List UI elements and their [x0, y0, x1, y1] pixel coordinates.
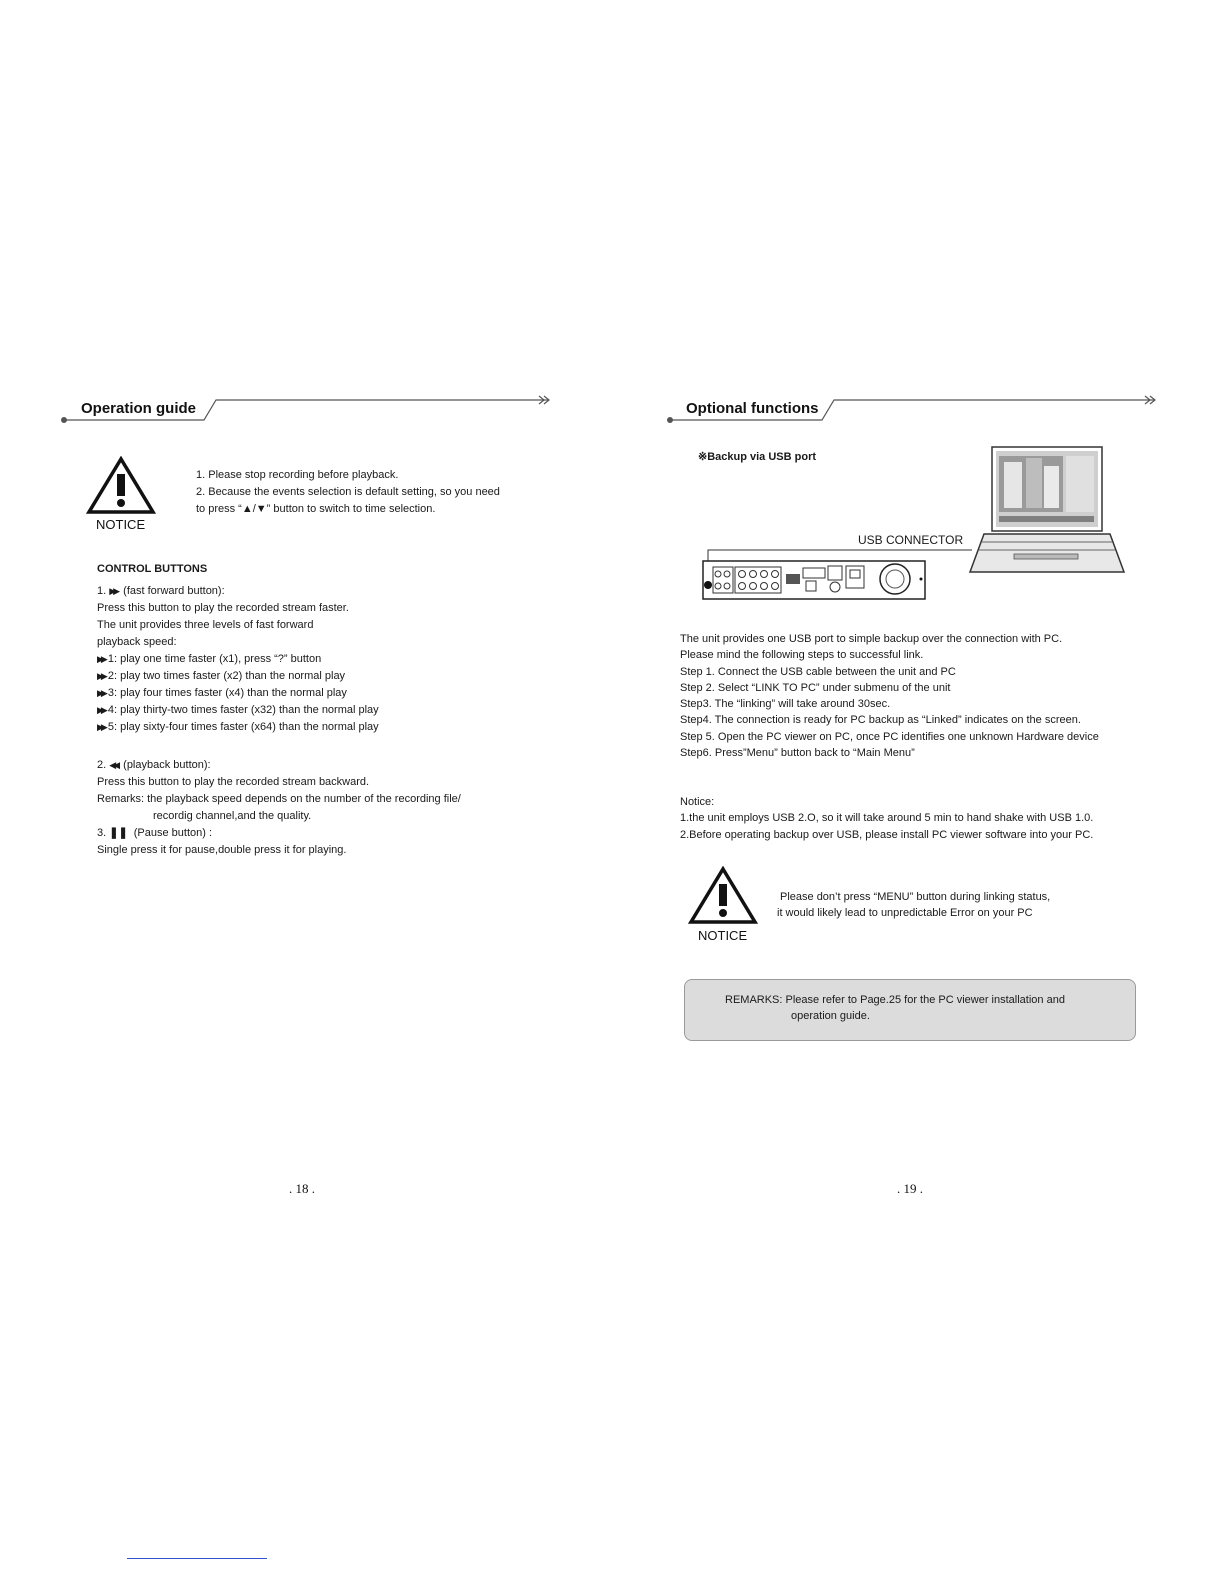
control-buttons-heading: CONTROL BUTTONS	[97, 563, 208, 575]
ff-level	[97, 685, 379, 702]
rw-desc: Press this button to play the recorded stream backward.	[97, 776, 370, 788]
rw-remarks: Remarks: the playback speed depends on the number of the recording file/	[97, 793, 461, 805]
ff-title: (fast forward button):	[123, 585, 225, 597]
usb-notice	[680, 794, 1093, 843]
step-line: Step4. The connection is ready for PC backup as “Linked” indicates on the screen.	[680, 714, 1081, 727]
remarks-line: operation guide.	[791, 1010, 870, 1023]
fast-forward-icon: ▶▶	[97, 688, 105, 698]
notice-label: NOTICE	[698, 928, 748, 943]
pause-icon: ❚❚	[109, 827, 128, 839]
ff-level	[97, 702, 379, 719]
step-line: Step 2. Select “LINK TO PC” under submenu of the unit	[680, 681, 951, 694]
left-page-number: . 18 .	[289, 1181, 315, 1196]
ff-level-text: 4: play thirty-two times faster (x32) than the normal play	[107, 704, 379, 716]
rw-number: 2.	[97, 759, 107, 771]
usb-connector-label: USB CONNECTOR	[858, 533, 964, 547]
notice-heading: Notice:	[680, 796, 715, 808]
step-line: Step3. The “linking” will take around 30sec.	[680, 698, 891, 711]
rw-title-line	[97, 757, 461, 774]
remarks-text	[725, 992, 1065, 1025]
notice-line: 1.the unit employs USB 2.O, so it will take around 5 min to hand shake with USB 1.0.	[680, 812, 1094, 825]
step-line: The unit provides one USB port to simple backup over the connection with PC.	[680, 633, 1063, 645]
step-line: Step 1. Connect the USB cable between the unit and PC	[680, 665, 956, 678]
notice-text	[196, 467, 500, 518]
ff-level-text: 5: play sixty-four times faster (x64) than the normal play	[107, 721, 379, 733]
notice2-line: Please don’t press “MENU” button during linking status,	[780, 891, 1051, 903]
right-page-number: . 19 .	[897, 1181, 923, 1196]
notice-line: 1. Please stop recording before playback.	[196, 469, 399, 481]
notice-line: to press “▲/▼” button to switch to time selection.	[196, 503, 436, 515]
ff-level-text: 2: play two times faster (x2) than the normal play	[107, 670, 346, 682]
ff-desc: Press this button to play the recorded stream faster.	[97, 602, 349, 614]
ff-desc: playback speed:	[97, 636, 177, 648]
rewind-icon: ◀◀	[109, 760, 118, 770]
ff-level	[97, 719, 379, 736]
step-line: Step 5. Open the PC viewer on PC, once PC identifies one unknown Hardware device	[680, 730, 1099, 743]
warning-icon	[86, 456, 156, 516]
dvr-rear-panel	[700, 558, 932, 604]
pause-title: (Pause button) :	[133, 827, 213, 839]
pause-title-line	[97, 825, 461, 842]
fast-forward-icon: ▶▶	[97, 705, 105, 715]
link-underline	[127, 1558, 267, 1559]
backup-heading: ※Backup via USB port	[698, 451, 817, 463]
fast-forward-icon: ▶▶	[97, 654, 105, 664]
fast-forward-icon: ▶▶	[109, 586, 118, 596]
notice2-line: it would likely lead to unpredictable Error on your PC	[777, 907, 1033, 920]
pause-desc: Single press it for pause,double press it for playing.	[97, 844, 347, 856]
ff-desc: The unit provides three levels of fast forward	[97, 619, 314, 631]
step-line: Step6. Press”Menu” button back to “Main Menu”	[680, 747, 915, 760]
ff-number: 1.	[97, 585, 107, 597]
usb-steps	[680, 631, 1099, 761]
notice2-text	[777, 889, 1051, 922]
fast-forward-icon: ▶▶	[97, 722, 105, 732]
rw-remarks-cont: recordig channel,and the quality.	[153, 810, 312, 822]
ff-level-text: 1: play one time faster (x1), press “?” button	[107, 653, 322, 665]
right-section-title: Optional functions	[686, 400, 819, 417]
rw-title: (playback button):	[123, 759, 211, 771]
ff-level	[97, 651, 379, 668]
ff-level-text: 3: play four times faster (x4) than the normal play	[107, 687, 347, 699]
laptop-illustration	[966, 444, 1128, 578]
ff-title-line	[97, 583, 379, 600]
notice-line: 2.Before operating backup over USB, please install PC viewer software into your PC.	[680, 828, 1094, 841]
step-line: Please mind the following steps to successful link.	[680, 649, 924, 662]
notice-line: 2. Because the events selection is default setting, so you need	[196, 486, 500, 498]
notice-label: NOTICE	[96, 517, 146, 532]
remarks-line: REMARKS: Please refer to Page.25 for the PC viewer installation and	[725, 994, 1065, 1006]
fast-forward-icon: ▶▶	[97, 671, 105, 681]
ff-level	[97, 668, 379, 685]
left-section-title: Operation guide	[81, 400, 197, 417]
warning-icon	[688, 866, 758, 926]
fast-forward-section	[97, 583, 379, 736]
pause-number: 3.	[97, 827, 107, 839]
rewind-section	[97, 757, 461, 859]
